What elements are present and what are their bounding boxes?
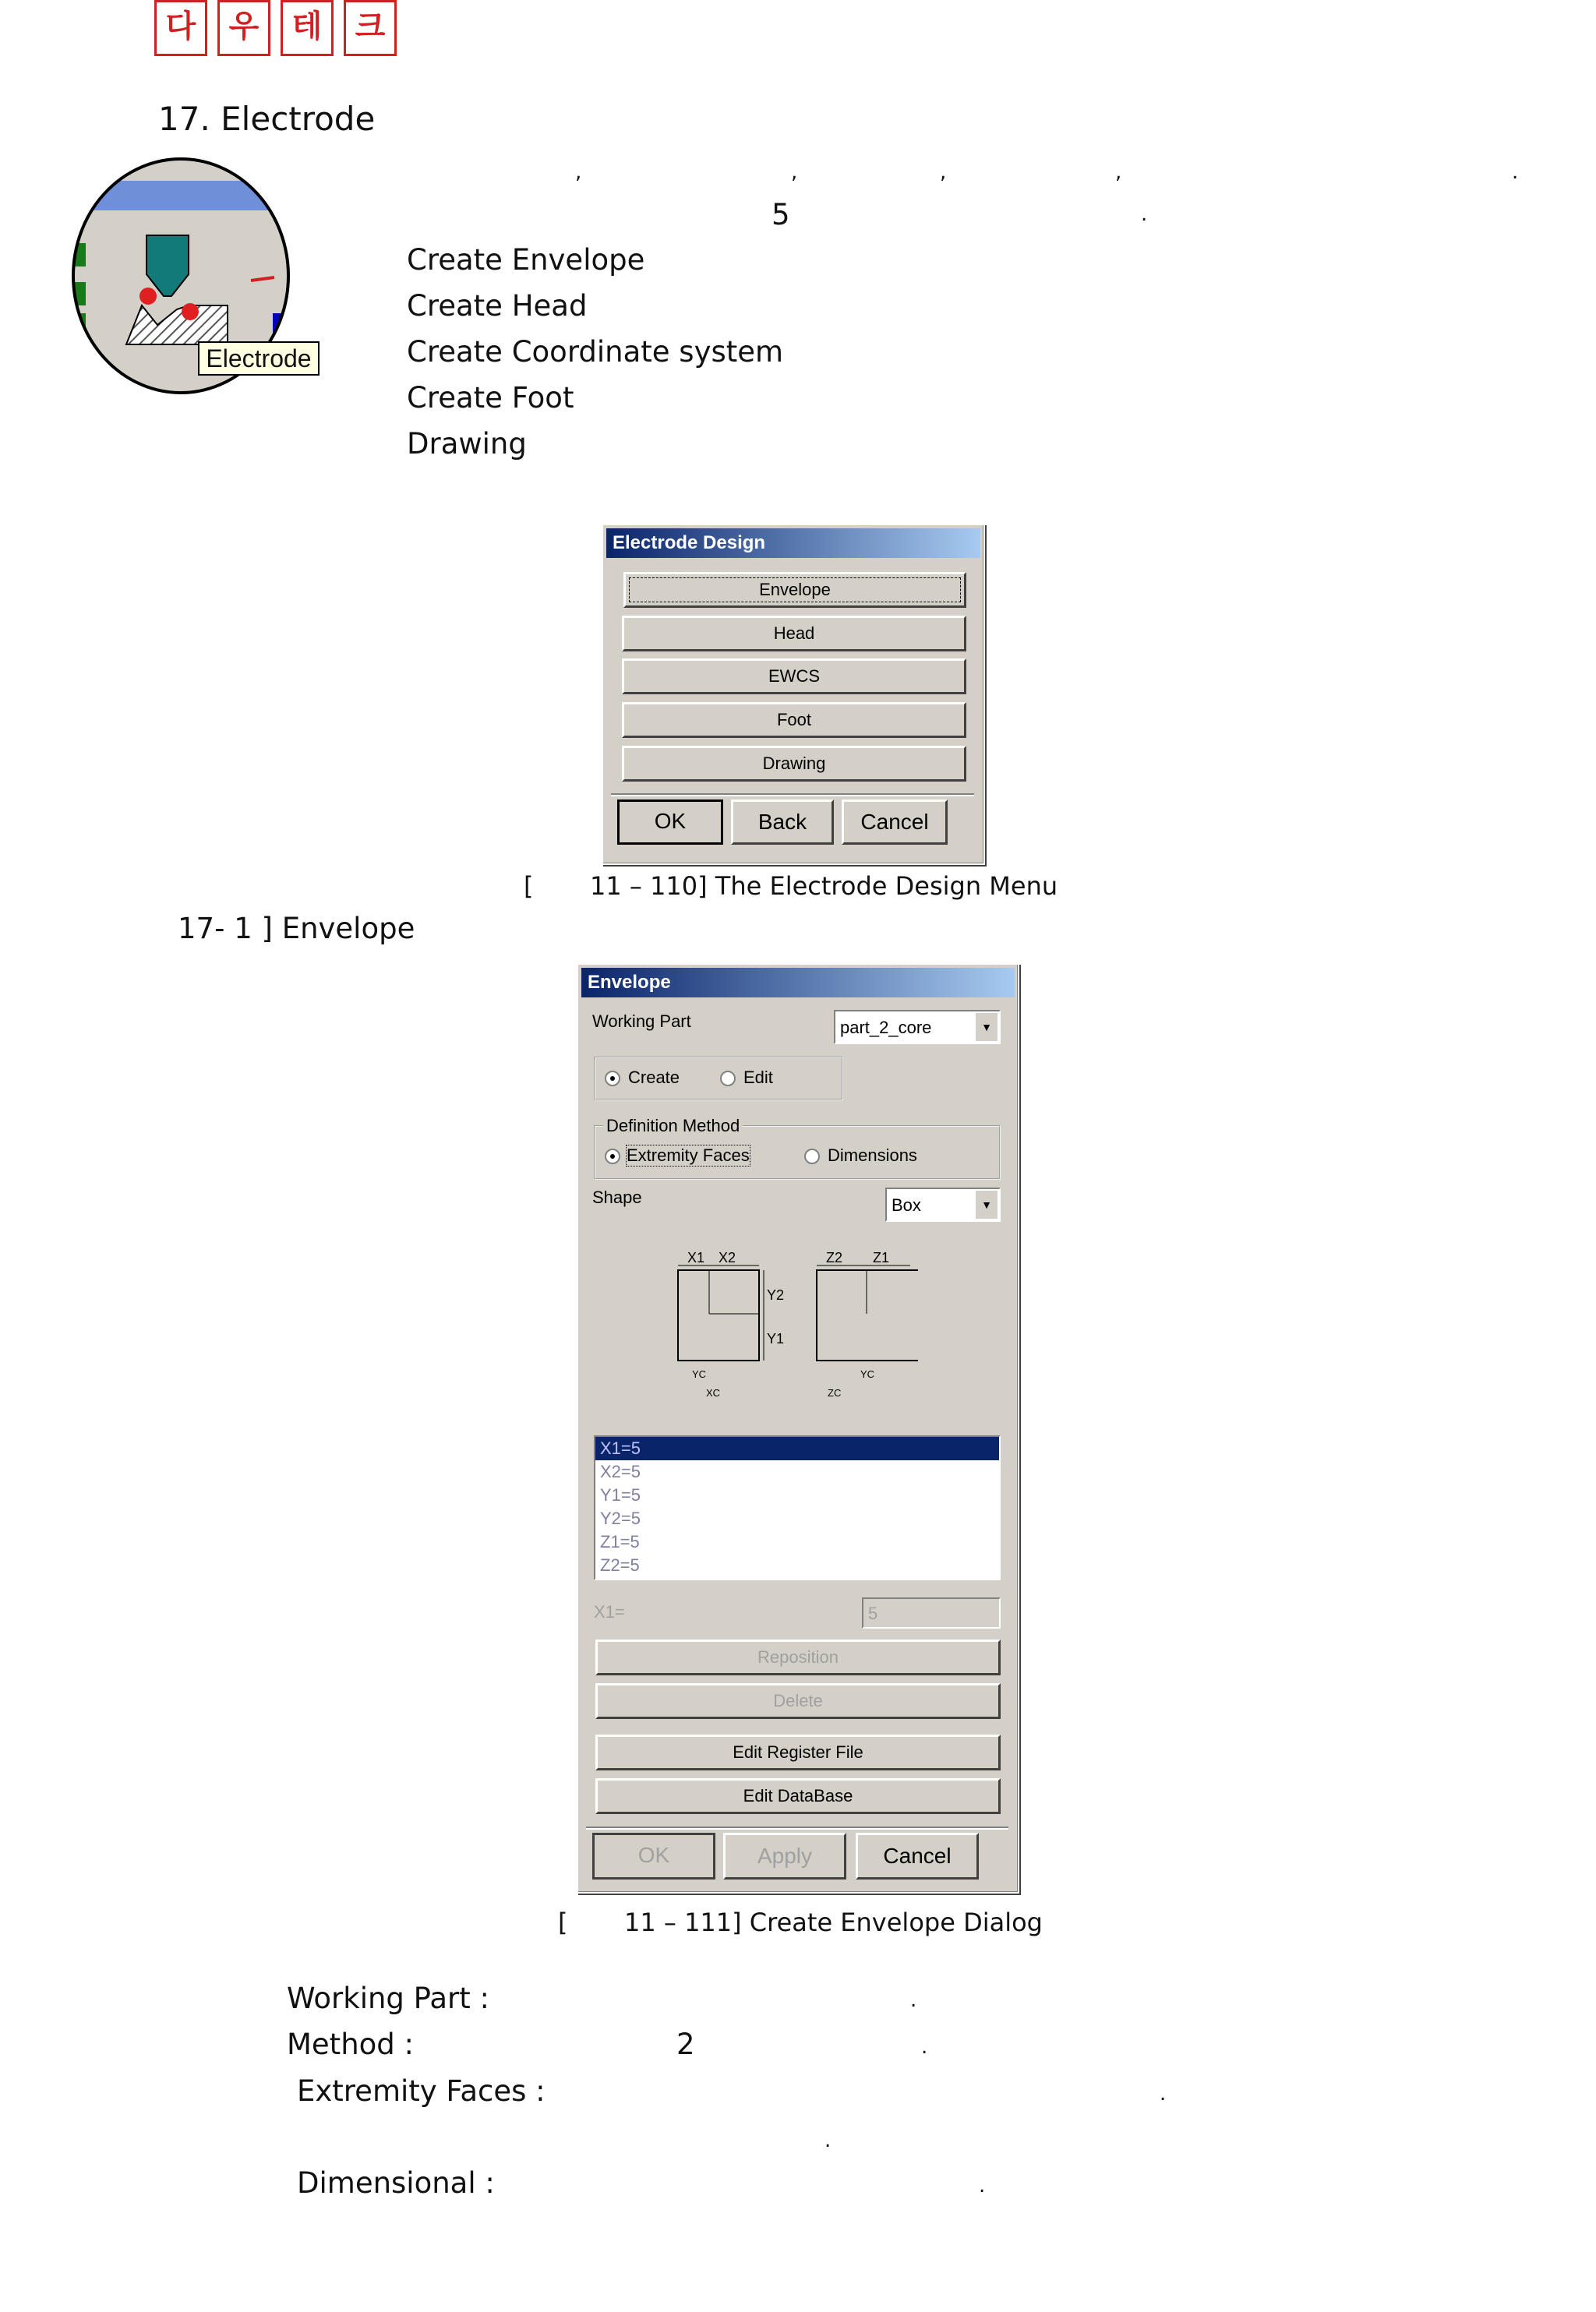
subsection-title: 17- 1 ] Envelope bbox=[178, 912, 415, 945]
divider bbox=[586, 1827, 1008, 1830]
foot-button[interactable]: Foot bbox=[622, 702, 966, 738]
logo-char-2: 우 bbox=[217, 0, 270, 56]
shape-select[interactable] bbox=[885, 1188, 1001, 1222]
electrode-icon bbox=[72, 157, 312, 396]
dimensions-radio[interactable] bbox=[804, 1149, 820, 1164]
dialog-title: Envelope bbox=[581, 968, 1015, 997]
dialog-title: Electrode Design bbox=[606, 528, 980, 558]
intro-period-2: . bbox=[1141, 203, 1148, 226]
ok-button[interactable]: OK bbox=[617, 799, 723, 845]
value-field-text: 5 bbox=[868, 1604, 878, 1623]
desc-working-part: Working Part : bbox=[287, 1982, 489, 2015]
intro-comma-2: , bbox=[791, 161, 798, 184]
desc-method-number: 2 bbox=[676, 2028, 695, 2061]
diagram-yc-left: YC bbox=[692, 1368, 707, 1380]
parameter-list[interactable] bbox=[594, 1435, 1001, 1580]
chevron-down-icon: ▼ bbox=[974, 1191, 998, 1219]
diagram-y1: Y1 bbox=[767, 1331, 785, 1347]
logo-char-3: 테 bbox=[281, 0, 334, 56]
edit-label: Edit bbox=[743, 1068, 773, 1087]
intro-period-1: . bbox=[1512, 161, 1519, 184]
edit-database-button[interactable]: Edit DataBase bbox=[595, 1778, 1001, 1814]
apply-button[interactable]: Apply bbox=[723, 1833, 846, 1880]
cancel-button[interactable]: Cancel bbox=[842, 799, 948, 845]
diagram-z2: Z2 bbox=[826, 1250, 843, 1265]
dimensions-label: Dimensions bbox=[828, 1145, 917, 1165]
diagram-xc-left: XC bbox=[706, 1387, 721, 1399]
section-title: 17. Electrode bbox=[158, 100, 376, 138]
figure1-caption: 11 – 110] The Electrode Design Menu bbox=[590, 871, 1058, 901]
definition-method-label: Definition Method bbox=[603, 1116, 743, 1136]
head-button[interactable]: Head bbox=[622, 616, 966, 651]
list-item[interactable]: Y2=5 bbox=[600, 1509, 641, 1528]
desc-extremity-faces-period-2: . bbox=[824, 2129, 832, 2152]
create-radio[interactable] bbox=[605, 1071, 620, 1086]
list-item[interactable]: Y1=5 bbox=[600, 1485, 641, 1505]
list-item[interactable]: X2=5 bbox=[600, 1462, 641, 1481]
menu-item-create-coordinate-system: Create Coordinate system bbox=[407, 335, 784, 369]
value-field[interactable] bbox=[862, 1597, 1001, 1629]
list-item[interactable]: Z1=5 bbox=[600, 1532, 640, 1551]
intro-number: 5 bbox=[772, 198, 790, 231]
electrode-design-dialog bbox=[602, 524, 985, 865]
logo-char-4: 크 bbox=[344, 0, 397, 56]
desc-dimensional: Dimensional : bbox=[297, 2166, 495, 2200]
desc-extremity-faces: Extremity Faces : bbox=[297, 2074, 546, 2108]
intro-comma-1: , bbox=[575, 161, 582, 184]
diagram-z1: Z1 bbox=[873, 1250, 890, 1265]
diagram-zc-right: ZC bbox=[828, 1387, 842, 1399]
desc-working-part-period: . bbox=[910, 1989, 917, 2012]
ewcs-button[interactable]: EWCS bbox=[622, 658, 966, 694]
diagram-x1: X1 bbox=[687, 1250, 705, 1265]
desc-dimensional-period: . bbox=[979, 2174, 986, 2197]
list-item[interactable]: X1=5 bbox=[595, 1437, 999, 1460]
edit-register-file-button[interactable]: Edit Register File bbox=[595, 1735, 1001, 1770]
divider bbox=[611, 793, 974, 796]
extremity-faces-label: Extremity Faces bbox=[627, 1145, 750, 1165]
menu-item-create-foot: Create Foot bbox=[407, 381, 574, 415]
working-part-label: Working Part bbox=[592, 1011, 691, 1031]
figure2-bracket: [ bbox=[558, 1908, 568, 1937]
working-part-value: part_2_core bbox=[840, 1018, 932, 1037]
extremity-faces-radio[interactable] bbox=[605, 1149, 620, 1164]
shape-value: Box bbox=[892, 1195, 921, 1215]
chevron-down-icon: ▼ bbox=[974, 1013, 998, 1041]
diagram-y2: Y2 bbox=[767, 1287, 785, 1303]
box-diagram bbox=[669, 1247, 918, 1410]
edit-radio[interactable] bbox=[720, 1071, 736, 1086]
desc-method-period: . bbox=[921, 2035, 928, 2059]
value-label: X1= bbox=[594, 1602, 625, 1622]
electrode-tooltip: Electrode bbox=[198, 341, 320, 376]
envelope-button[interactable]: Envelope bbox=[623, 572, 966, 608]
logo-char-1: 다 bbox=[154, 0, 207, 56]
shape-label: Shape bbox=[592, 1188, 642, 1207]
envelope-dialog bbox=[577, 963, 1019, 1894]
working-part-select[interactable] bbox=[834, 1010, 1001, 1044]
create-label: Create bbox=[628, 1068, 680, 1087]
intro-comma-4: , bbox=[1115, 161, 1122, 184]
diagram-x2: X2 bbox=[719, 1250, 736, 1265]
menu-item-drawing: Drawing bbox=[407, 427, 527, 461]
reposition-button[interactable]: Reposition bbox=[595, 1640, 1001, 1675]
back-button[interactable]: Back bbox=[731, 799, 834, 845]
menu-item-create-head: Create Head bbox=[407, 289, 588, 323]
ok-button[interactable]: OK bbox=[592, 1833, 715, 1880]
desc-method: Method : bbox=[287, 2028, 414, 2061]
cancel-button[interactable]: Cancel bbox=[856, 1833, 979, 1880]
menu-item-create-envelope: Create Envelope bbox=[407, 243, 645, 277]
figure2-caption: 11 – 111] Create Envelope Dialog bbox=[624, 1908, 1043, 1937]
delete-button[interactable]: Delete bbox=[595, 1683, 1001, 1719]
list-item[interactable]: Z2=5 bbox=[600, 1555, 640, 1575]
desc-extremity-faces-period: . bbox=[1160, 2082, 1167, 2106]
drawing-button[interactable]: Drawing bbox=[622, 746, 966, 782]
intro-comma-3: , bbox=[940, 161, 947, 184]
diagram-yc-right: YC bbox=[860, 1368, 875, 1380]
figure1-bracket: [ bbox=[524, 871, 534, 901]
